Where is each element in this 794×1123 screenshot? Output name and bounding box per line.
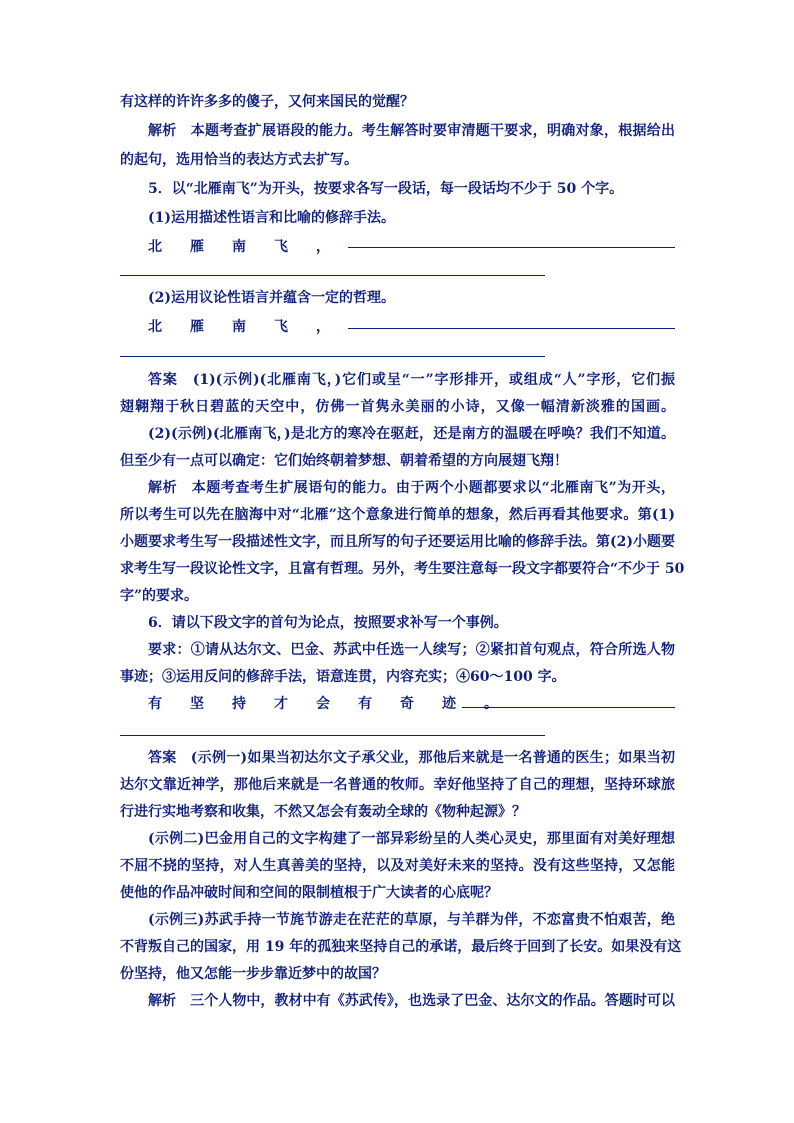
- answer-line: 使他的作品冲破时间和空间的限制植根于广大读者的心底呢？: [120, 885, 498, 901]
- answer-line: 达尔文靠近神学，那他后来就是一名普通的牧师。幸好他坚持了自己的理想，坚持环球旅: [120, 777, 675, 793]
- answer-line: 答案 (1)(示例)(北雁南飞，)它们或呈“一”字形排开，或组成“人”字形，它们振: [148, 372, 675, 388]
- answer-blank-line: [120, 735, 545, 736]
- analysis-line: 求考生写一段议论性文字，且富有哲理。另外，考生要注意每一段文字都要符合“不少于 50: [120, 561, 685, 577]
- answer-prompt-3: 有 坚 持 才 会 有 奇 迹 。: [148, 696, 498, 712]
- answer-line: 但至少有一点可以确定：它们始终朝着梦想、朝着希望的方向展翅飞翔！: [120, 453, 568, 469]
- answer-line: 答案 (示例一)如果当初达尔文子承父业，那他后来就是一名普通的医生；如果当初: [148, 750, 675, 766]
- answer-line: 不背叛自己的国家，用 19 年的孤独来坚持自己的承诺，最后终于回到了长安。如果没有这: [120, 939, 682, 955]
- answer-line: 不屈不挠的坚持，对人生真善美的坚持，以及对美好未来的坚持。没有这些坚持，又怎能: [120, 858, 675, 874]
- text-line: 有这样的许许多多的傻子，又何来国民的觉醒？: [120, 94, 414, 110]
- analysis-line: 小题要求考生写一段描述性文字，而且所写的句子还要运用比喻的修辞手法。第(2)小题要: [120, 534, 675, 550]
- answer-line: (示例二)巴金用自己的文字构建了一部异彩纷呈的人类心灵史，那里面有对美好理想: [148, 831, 675, 847]
- question-5-heading: 5．以“北雁南飞”为开头，按要求各写一段话，每一段话均不少于 50 个字。: [148, 181, 624, 197]
- answer-blank-line: [462, 707, 675, 708]
- analysis-line: 解析 本题考查扩展语段的能力。考生解答时要审清题干要求，明确对象，根据给出: [148, 123, 675, 139]
- answer-blank-line: [120, 356, 545, 357]
- answer-blank-line: [348, 247, 675, 248]
- answer-line: 翅翱翔于秋日碧蓝的天空中，仿佛一首隽永美丽的小诗，又像一幅清新淡雅的国画。: [120, 399, 675, 415]
- analysis-line: 字”的要求。: [120, 588, 199, 604]
- answer-line: 行进行实地考察和收集，不然又怎会有轰动全球的《物种起源》？: [120, 804, 526, 820]
- question-5-part-1: (1)运用描述性语言和比喻的修辞手法。: [148, 210, 395, 226]
- text-line: 的起句，选用恰当的表达方式去扩写。: [120, 152, 358, 168]
- answer-prompt-1: 北 雁 南 飞 ，: [148, 239, 330, 255]
- answer-blank-line: [348, 328, 675, 329]
- analysis-line: 所以考生可以先在脑海中对“北雁”这个意象进行简单的想象，然后再看其他要求。第(1): [120, 507, 675, 523]
- analysis-line: 解析 三个人物中，教材中有《苏武传》，也选录了巴金、达尔文的作品。答题时可以: [148, 993, 675, 1009]
- question-6-requirements: 事迹；③运用反问的修辞手法，语意连贯，内容充实；④60～100 字。: [120, 669, 566, 685]
- answer-blank-line: [120, 275, 545, 276]
- answer-line: (示例三)苏武手持一节旄节游走在茫茫的草原，与羊群为伴，不恋富贵不怕艰苦，绝: [148, 912, 675, 928]
- question-5-part-2: (2)运用议论性语言并蕴含一定的哲理。: [148, 290, 395, 306]
- analysis-line: 解析 本题考查考生扩展语句的能力。由于两个小题都要求以“北雁南飞”为开头，: [148, 480, 675, 496]
- question-6-heading: 6．请以下段文字的首句为论点，按照要求补写一个事例。: [148, 615, 508, 631]
- answer-prompt-2: 北 雁 南 飞 ，: [148, 319, 330, 335]
- answer-line: 份坚持，他又怎能一步步靠近梦中的故国？: [120, 966, 386, 982]
- answer-line: (2)(示例)(北雁南飞，)是北方的寒冷在驱赶，还是南方的温暖在呼唤？我们不知道。: [148, 426, 675, 442]
- question-6-requirements: 要求：①请从达尔文、巴金、苏武中任选一人续写；②紧扣首句观点，符合所选人物: [148, 642, 675, 658]
